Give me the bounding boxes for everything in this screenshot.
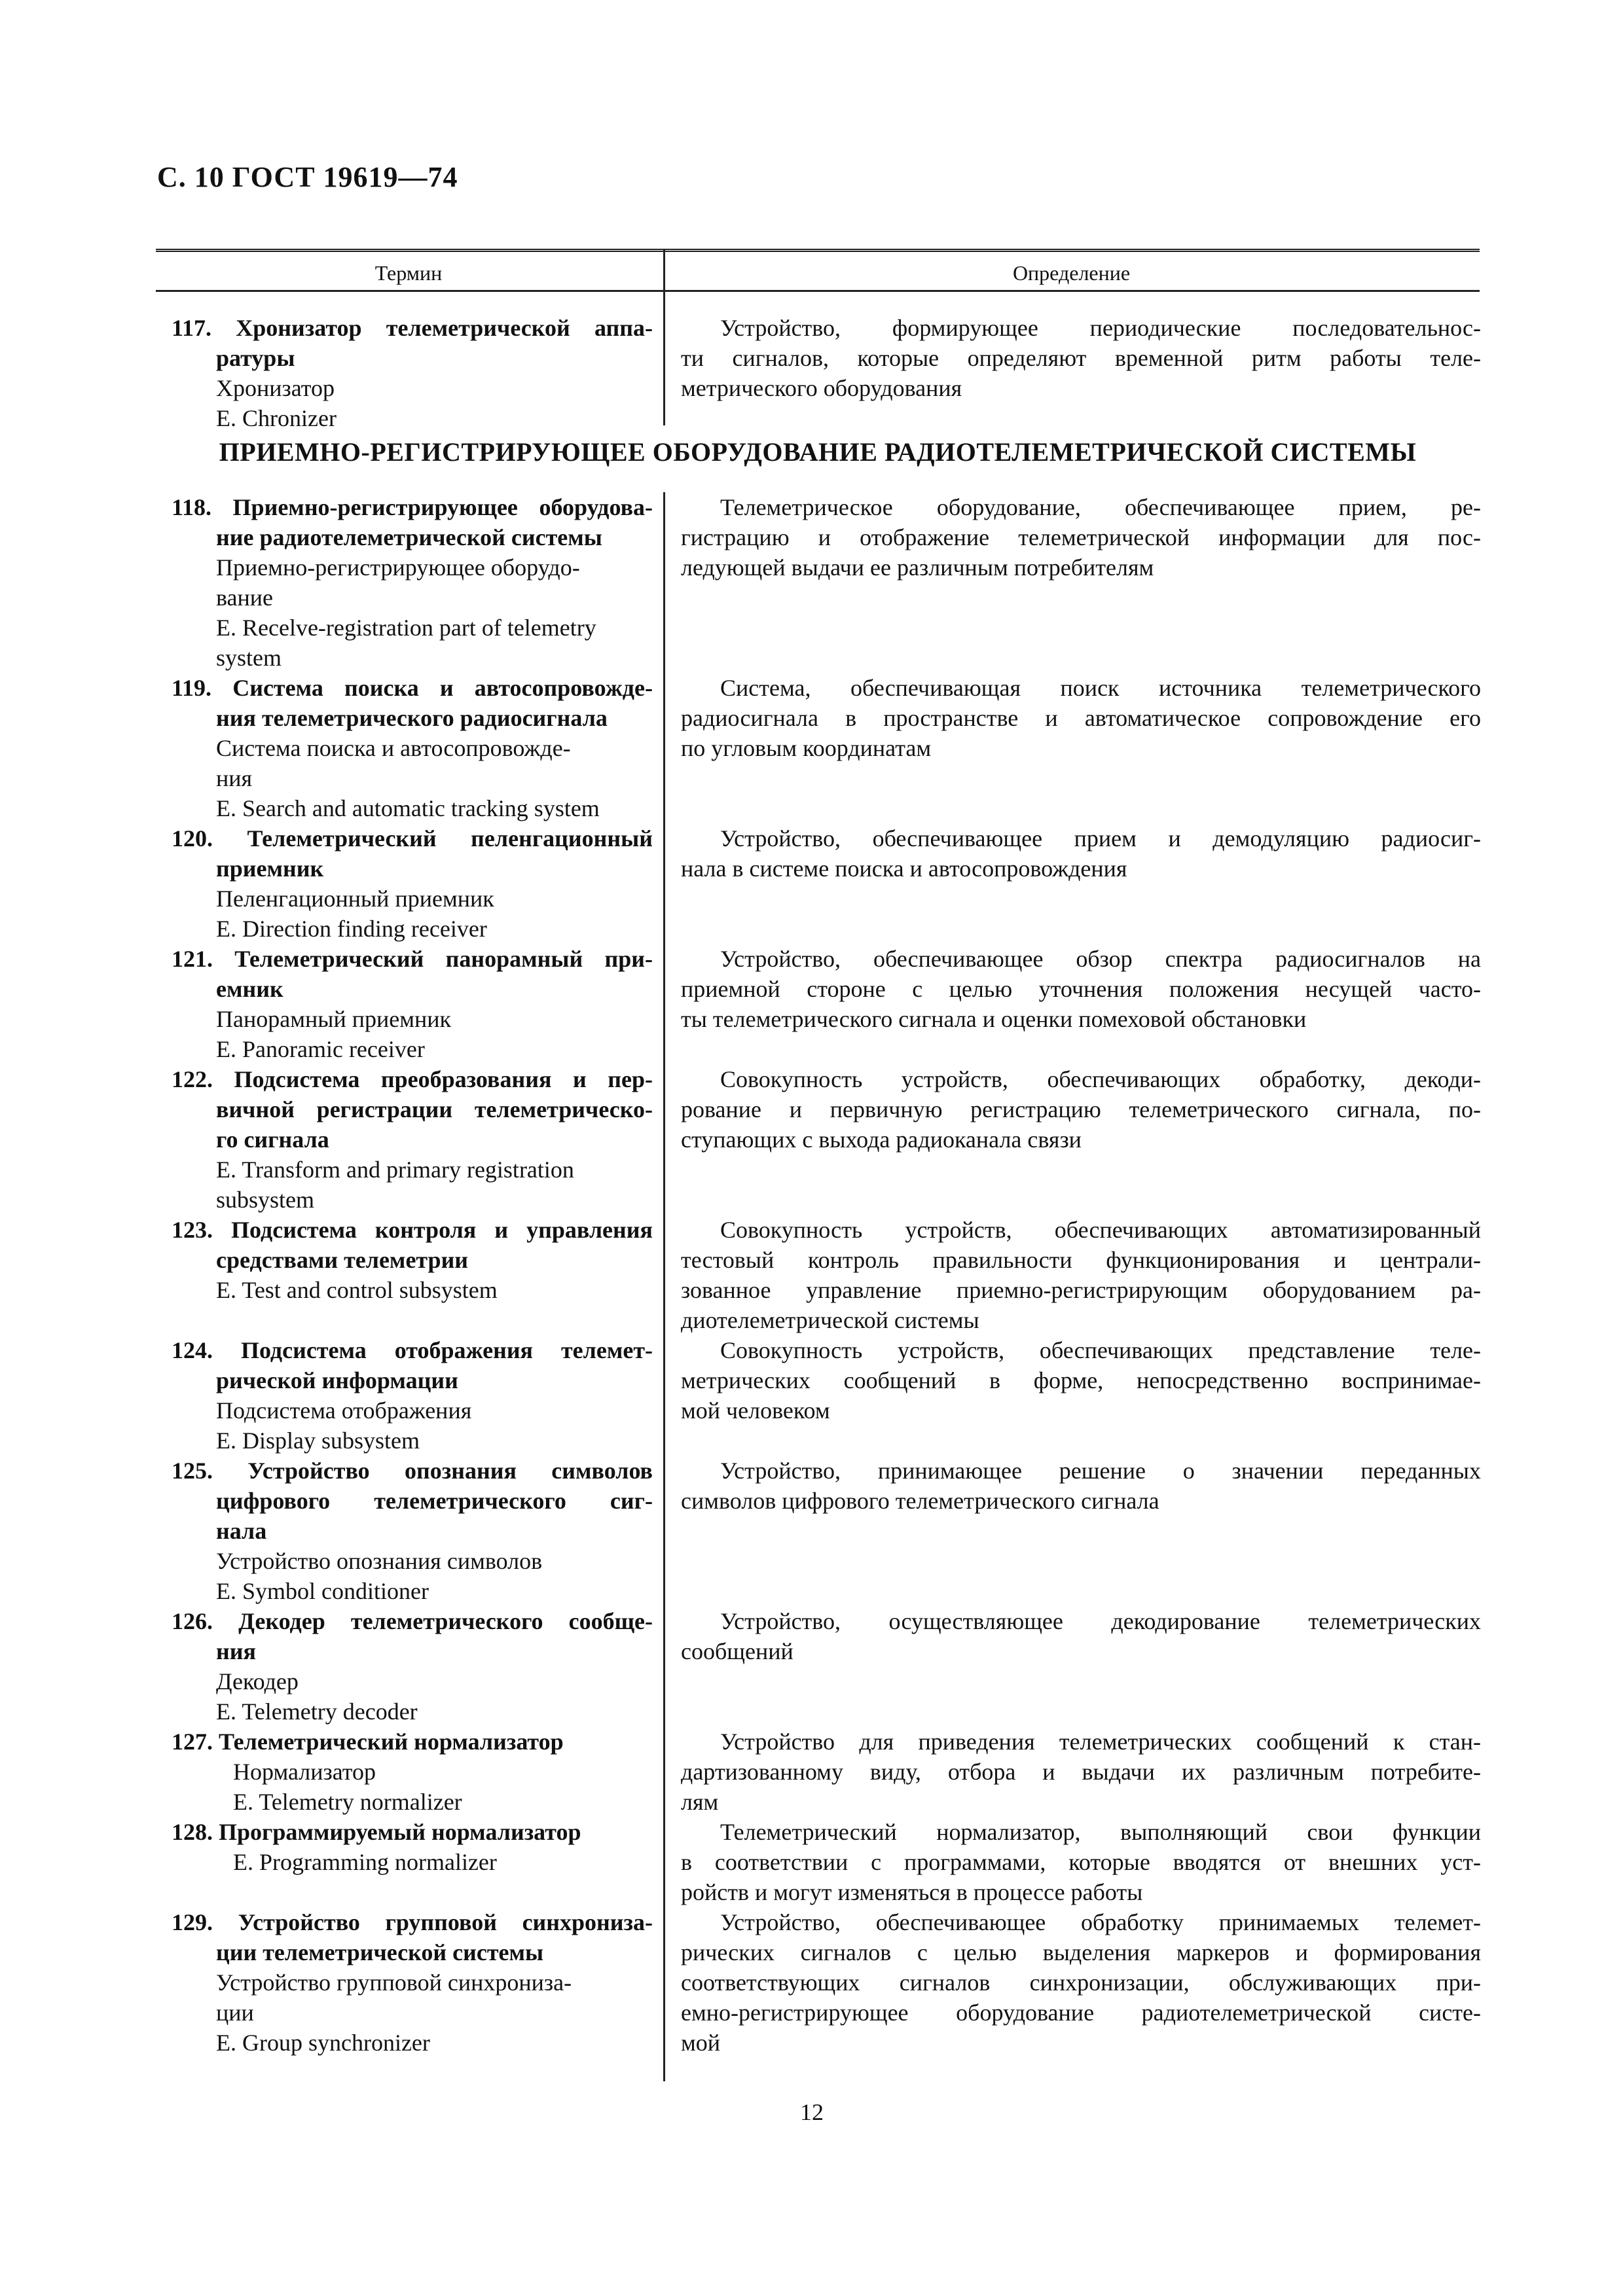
definition-line: радиосигнала в пространстве и автоматическое сопровождение его [681, 705, 1481, 731]
term-line: 125. Устройство опознания символов [172, 1458, 653, 1484]
definition-line: символов цифрового телеметрического сигнала [681, 1488, 1159, 1514]
term-line: ния телеметрического радиосигнала [216, 705, 608, 731]
term-cell [172, 1727, 653, 1817]
term-line: вание [216, 584, 274, 611]
definition-line: гистрацию и отображение телеметрической информации для пос- [681, 524, 1481, 550]
term-line: E. Direction finding receiver [216, 916, 487, 942]
term-line: Декодер [216, 1668, 299, 1695]
definition-line: лям [681, 1789, 719, 1815]
term-cell [172, 1907, 653, 2058]
definition-cell [681, 1606, 1481, 1666]
term-line: ния [216, 1638, 256, 1664]
term-line: 127. Телеметрический нормализатор [172, 1729, 564, 1755]
definition-line: Устройство, обеспечивающее обзор спектра радиосигналов на [720, 946, 1481, 972]
term-line: E. Telemetry decoder [216, 1698, 418, 1725]
definition-line: мой человеком [681, 1397, 830, 1424]
term-line: ратуры [216, 345, 295, 371]
definition-line: метрических сообщений в форме, непосредственно воспринимае- [681, 1367, 1481, 1393]
term-line: 118. Приемно-регистрирующее оборудова- [172, 494, 653, 520]
column-divider [663, 249, 665, 425]
definition-column-header: Определение [1012, 261, 1131, 285]
term-line: цифрового телеметрического сиг- [216, 1488, 653, 1514]
term-line: ции телеметрической системы [216, 1939, 544, 1965]
term-line: Нормализатор [233, 1759, 376, 1785]
definition-line: Совокупность устройств, обеспечивающих автоматизированный [720, 1217, 1481, 1243]
term-line: Пеленгационный приемник [216, 886, 494, 912]
term-line: ние радиотелеметрической системы [216, 524, 602, 550]
term-cell [172, 1215, 653, 1305]
definition-line: ступающих с выхода радиоканала связи [681, 1126, 1082, 1153]
term-line: приемник [216, 855, 324, 882]
term-cell [172, 1606, 653, 1727]
definition-cell [681, 944, 1481, 1034]
definition-line: Устройство, осуществляющее декодирование телеметрических [720, 1608, 1481, 1634]
definition-line: мой [681, 2030, 721, 2056]
term-line: E. Programming normalizer [233, 1849, 497, 1875]
term-line: Система поиска и автосопровожде- [216, 735, 571, 761]
term-line: E. Telemetry normalizer [233, 1789, 462, 1815]
term-line: subsystem [216, 1187, 315, 1213]
term-line: 126. Декодер телеметрического сообще- [172, 1608, 653, 1634]
term-line: емник [216, 976, 283, 1002]
definition-line: Телеметрический нормализатор, выполняющий свои функции [720, 1819, 1481, 1845]
definition-cell [681, 1215, 1481, 1335]
definition-line: тестовый контроль правильности функционирования и централи- [681, 1247, 1481, 1273]
definition-line: зованное управление приемно-регистрирующим оборудованием ра- [681, 1277, 1481, 1303]
term-line: 121. Телеметрический панорамный при- [172, 946, 653, 972]
term-cell [172, 823, 653, 944]
definition-line: нала в системе поиска и автосопровождения [681, 855, 1127, 882]
term-line: средствами телеметрии [216, 1247, 469, 1273]
definition-line: соответствующих сигналов синхронизации, обслуживающих при- [681, 1969, 1481, 1996]
term-cell [172, 1335, 653, 1456]
term-line: 122. Подсистема преобразования и пер- [172, 1066, 653, 1092]
definition-line: по угловым координатам [681, 735, 932, 761]
definition-line: Телеметрическое оборудование, обеспечивающее прием, ре- [720, 494, 1481, 520]
term-cell [172, 492, 653, 673]
term-line: E. Display subsystem [216, 1427, 420, 1454]
term-line: E. Recelve-registration part of telemetry [216, 615, 596, 641]
term-line: нала [216, 1518, 267, 1544]
term-line: ния [216, 765, 253, 791]
term-line: 124. Подсистема отображения телемет- [172, 1337, 653, 1363]
term-line: Подсистема отображения [216, 1397, 472, 1424]
term-cell [172, 1817, 653, 1877]
definition-line: рических сигналов с целью выделения маркеров и формирования [681, 1939, 1481, 1965]
section-title: ПРИЕМНО-РЕГИСТРИРУЮЩЕЕ ОБОРУДОВАНИЕ РАДИОТЕЛЕМЕТРИЧЕСКОЙ СИСТЕМЫ [219, 437, 1417, 467]
definition-line: сообщений [681, 1638, 793, 1664]
definition-cell [681, 673, 1481, 763]
term-line: Приемно-регистрирующее оборудо- [216, 554, 580, 581]
definition-cell [681, 823, 1481, 884]
definition-line: ройств и могут изменяться в процессе работы [681, 1879, 1143, 1905]
term-cell [172, 1456, 653, 1606]
definition-line: метрического оборудования [681, 375, 962, 401]
definition-line: Устройство для приведения телеметрических сообщений к стан- [720, 1729, 1481, 1755]
page-number: 12 [800, 2099, 824, 2125]
term-line: Устройство групповой синхрониза- [216, 1969, 572, 1996]
definition-line: ты телеметрического сигнала и оценки помеховой обстановки [681, 1006, 1307, 1032]
term-cell [172, 1064, 653, 1215]
definition-cell [681, 1064, 1481, 1155]
term-line: E. Transform and primary registration [216, 1157, 574, 1183]
term-line: 128. Программируемый нормализатор [172, 1819, 581, 1845]
definition-cell [681, 1727, 1481, 1817]
term-line: E. Group synchronizer [216, 2030, 430, 2056]
term-line: 117. Хронизатор телеметрической аппа- [172, 315, 653, 341]
term-line: E. Symbol conditioner [216, 1578, 429, 1604]
definition-line: Устройство, формирующее периодические последовательнос- [720, 315, 1481, 341]
definition-line: ледующей выдачи ее различным потребителям [681, 554, 1154, 581]
term-line: Хронизатор [216, 375, 335, 401]
term-line: E. Search and automatic tracking system [216, 795, 600, 821]
definition-cell [681, 492, 1481, 583]
definition-line: Система, обеспечивающая поиск источника телеметрического [720, 675, 1481, 701]
definition-line: Устройство, обеспечивающее прием и демодуляцию радиосиг- [720, 825, 1481, 852]
definition-cell [681, 1456, 1481, 1516]
term-line: вичной регистрации телеметрическо- [216, 1096, 653, 1122]
term-line: E. Chronizer [216, 405, 337, 431]
term-line: Устройство опознания символов [216, 1548, 543, 1574]
definition-cell [681, 1817, 1481, 1907]
term-line: system [216, 645, 282, 671]
definition-line: в соответствии с программами, которые вводятся от внешних уст- [681, 1849, 1481, 1875]
table-header [156, 249, 1480, 292]
term-line: 123. Подсистема контроля и управления [172, 1217, 653, 1243]
term-cell [172, 673, 653, 823]
definition-line: диотелеметрической системы [681, 1307, 979, 1333]
definition-line: Устройство, принимающее решение о значении переданных [720, 1458, 1481, 1484]
term-cell [172, 944, 653, 1064]
definition-line: ти сигналов, которые определяют временной ритм работы теле- [681, 345, 1481, 371]
definition-line: приемной стороне с целью уточнения положения несущей часто- [681, 976, 1481, 1002]
definition-line: Совокупность устройств, обеспечивающих представление теле- [720, 1337, 1481, 1363]
term-line: E. Panoramic receiver [216, 1036, 425, 1062]
term-cell [172, 313, 653, 433]
column-divider [663, 492, 665, 2081]
term-line: рической информации [216, 1367, 458, 1393]
definition-line: Устройство, обеспечивающее обработку принимаемых телемет- [720, 1909, 1481, 1935]
term-line: E. Test and control subsystem [216, 1277, 498, 1303]
definition-line: рование и первичную регистрацию телеметрического сигнала, по- [681, 1096, 1481, 1122]
term-line: го сигнала [216, 1126, 329, 1153]
definition-cell [681, 313, 1481, 403]
term-line: 120. Телеметрический пеленгационный [172, 825, 653, 852]
definition-cell [681, 1335, 1481, 1426]
term-line: ции [216, 2000, 254, 2026]
definition-line: Совокупность устройств, обеспечивающих обработку, декоди- [720, 1066, 1481, 1092]
definition-line: емно-регистрирующее оборудование радиотелеметрической систе- [681, 2000, 1481, 2026]
definition-cell [681, 1907, 1481, 2058]
term-line: 119. Система поиска и автосопровожде- [172, 675, 653, 701]
term-column-header: Термин [374, 261, 443, 285]
term-line: Панорамный приемник [216, 1006, 452, 1032]
definition-line: дартизованному виду, отбора и выдачи их различным потребите- [681, 1759, 1481, 1785]
page-header: С. 10 ГОСТ 19619—74 [157, 161, 458, 193]
term-line: 129. Устройство групповой синхрониза- [172, 1909, 653, 1935]
